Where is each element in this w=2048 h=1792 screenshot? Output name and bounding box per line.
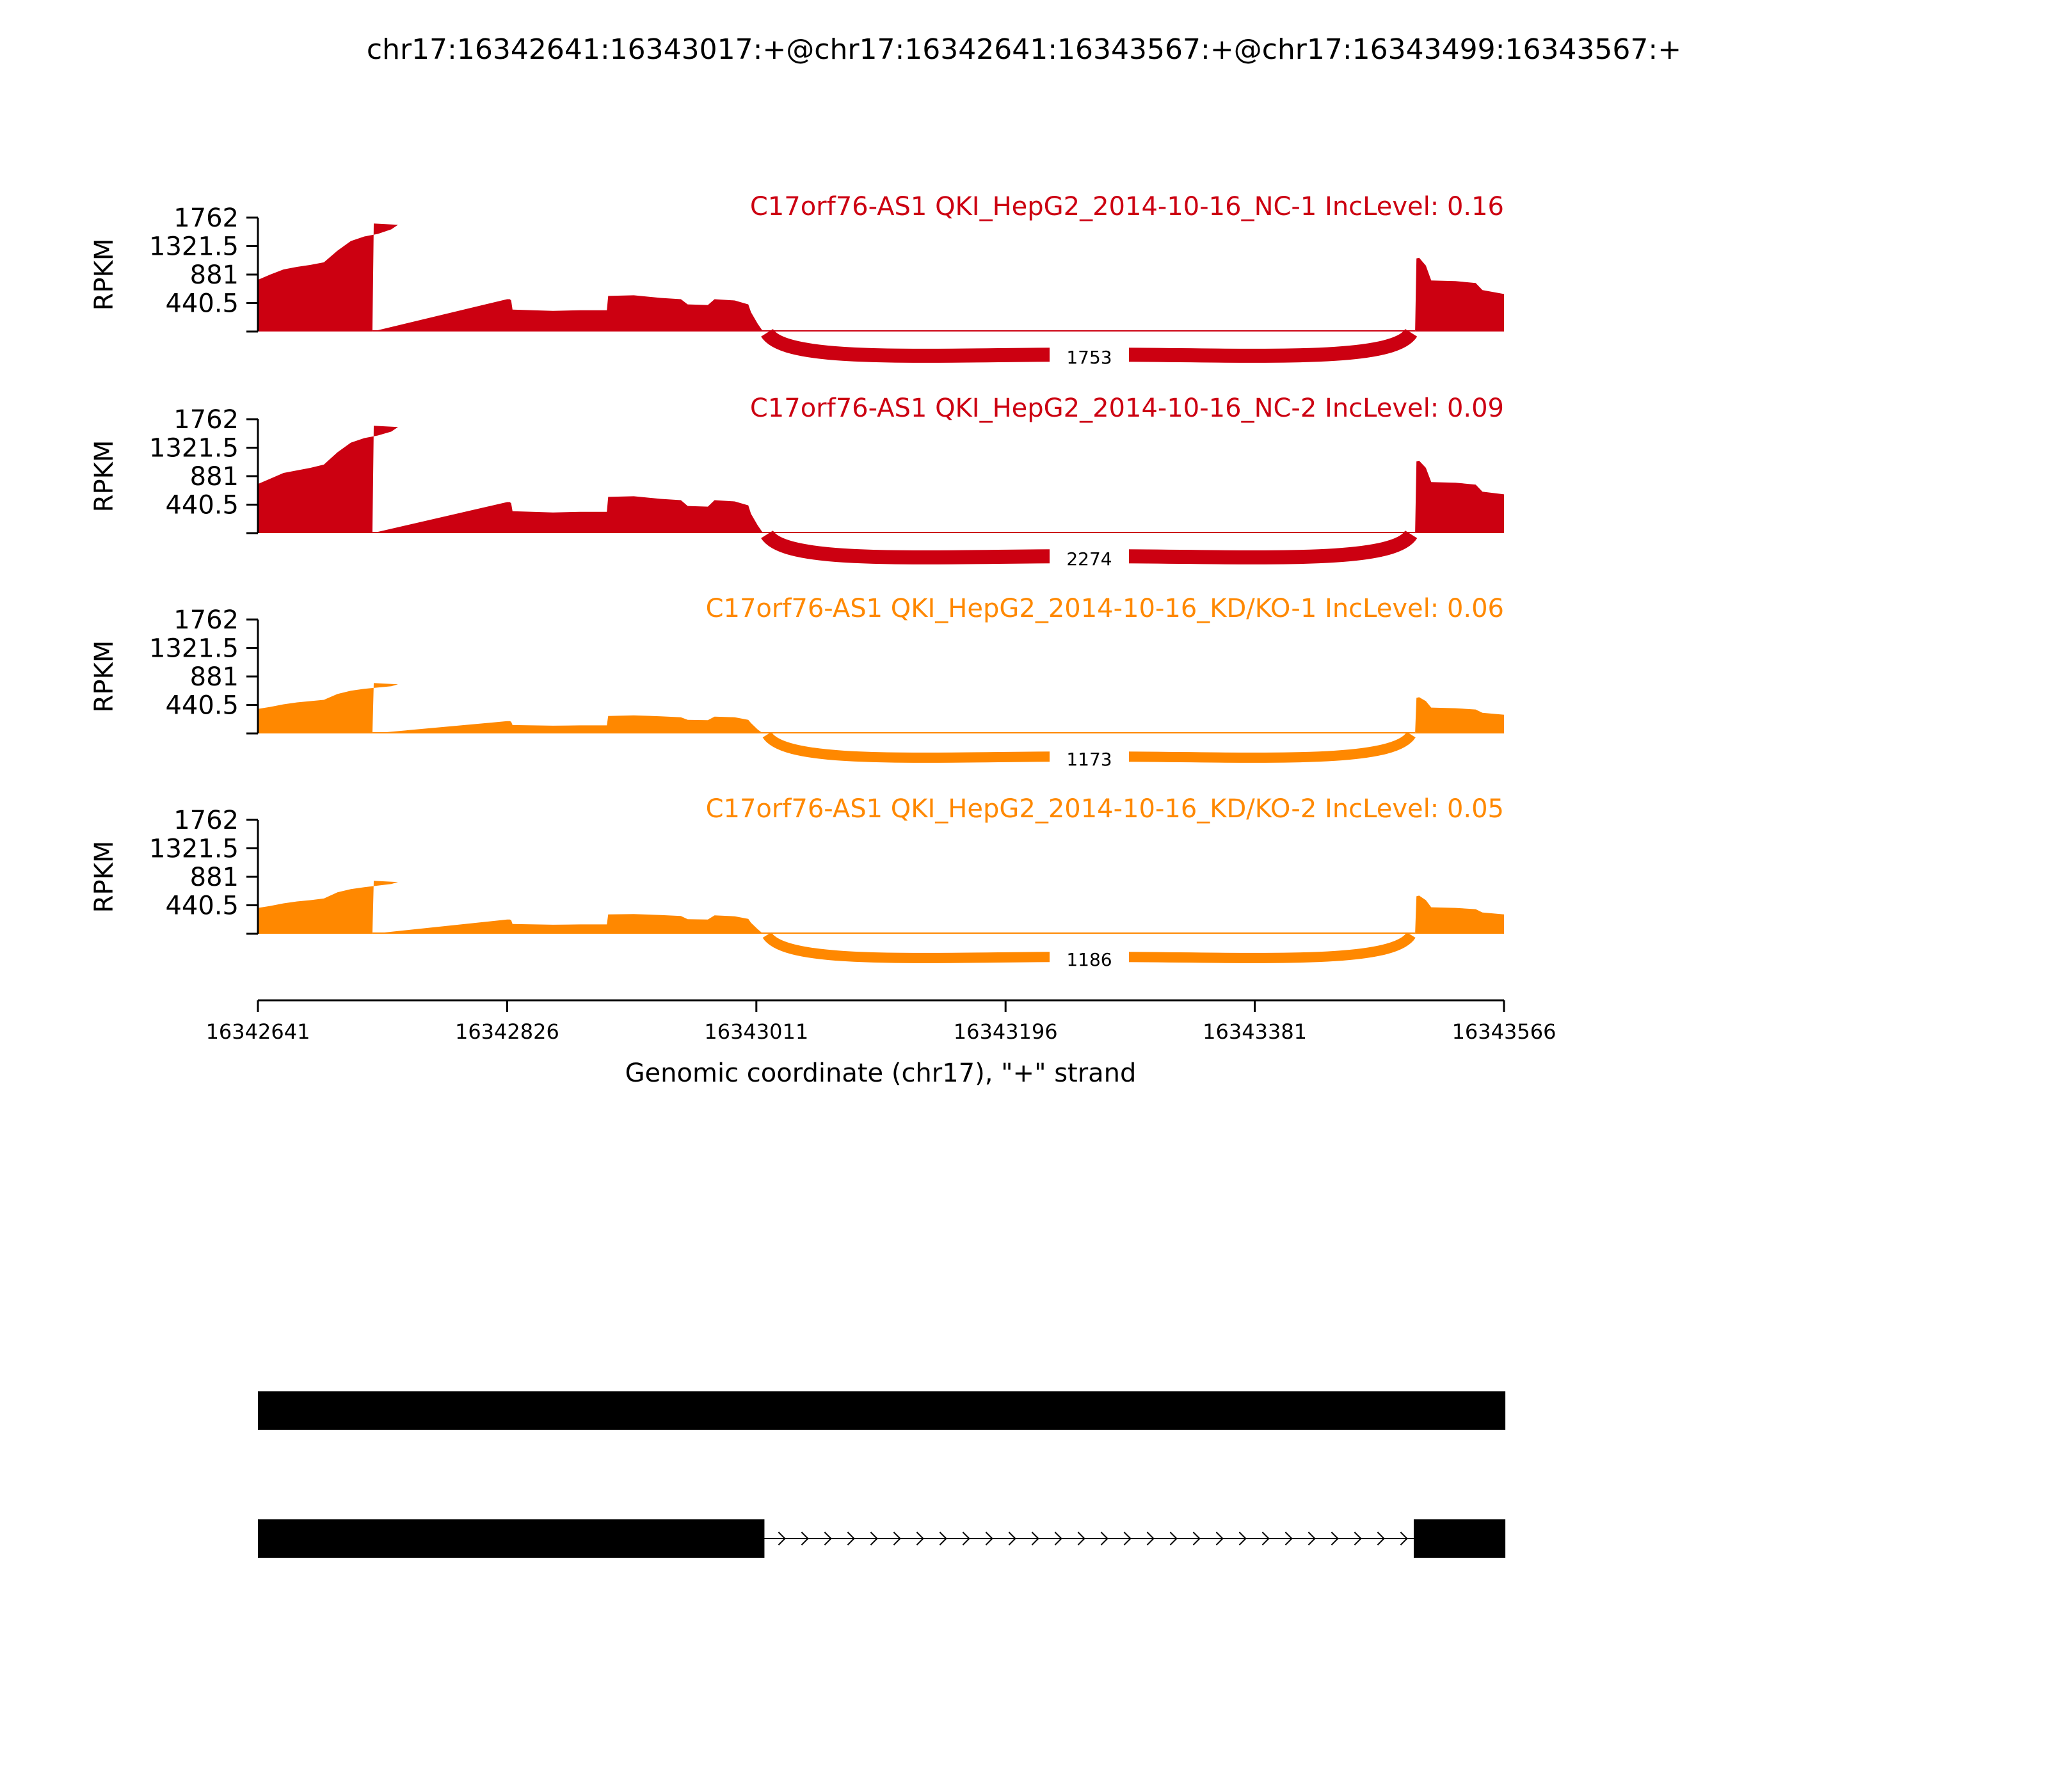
- isoform-2: [258, 1519, 1505, 1558]
- coverage-tracks: [90, 192, 1504, 971]
- y-axis-label: RPKM: [90, 640, 119, 713]
- y-tick-label: 1762: [173, 605, 239, 635]
- coverage-area: [258, 683, 1504, 733]
- y-tick-label: 440.5: [165, 691, 239, 721]
- isoform-1: [258, 1391, 1505, 1430]
- junction-count: 1186: [1066, 949, 1112, 970]
- coverage-area: [258, 426, 1504, 533]
- track-1: [90, 192, 1504, 369]
- sample-label: C17orf76-AS1 QKI_HepG2_2014-10-16_KD/KO-1 IncLevel: 0.06: [705, 594, 1504, 623]
- junction-count: 1753: [1066, 347, 1112, 368]
- y-tick-label: 881: [189, 462, 239, 492]
- x-tick-label: 16342826: [454, 1020, 559, 1044]
- y-tick-label: 440.5: [165, 891, 239, 921]
- plot-title: chr17:16342641:16343017:+@chr17:16342641:16343567:+@chr17:16343499:16343567:+: [366, 33, 1682, 66]
- sample-label: C17orf76-AS1 QKI_HepG2_2014-10-16_NC-1 IncLevel: 0.16: [749, 192, 1504, 221]
- y-axis-label: RPKM: [90, 440, 119, 513]
- y-axis-label: RPKM: [90, 238, 119, 311]
- exon-block: [258, 1519, 764, 1558]
- x-tick-label: 16343196: [953, 1020, 1058, 1044]
- y-tick-label: 1321.5: [149, 834, 239, 864]
- sample-label: C17orf76-AS1 QKI_HepG2_2014-10-16_KD/KO-2 IncLevel: 0.05: [705, 794, 1504, 824]
- x-axis: [206, 1000, 1556, 1044]
- y-tick-label: 440.5: [165, 490, 239, 520]
- track-2: [90, 394, 1504, 570]
- y-tick-label: 881: [189, 260, 239, 290]
- y-tick-label: 1762: [173, 806, 239, 835]
- y-tick-label: 881: [189, 863, 239, 892]
- sample-label: C17orf76-AS1 QKI_HepG2_2014-10-16_NC-2 IncLevel: 0.09: [749, 394, 1504, 423]
- y-axis-label: RPKM: [90, 840, 119, 913]
- track-4: [90, 794, 1504, 971]
- x-tick-label: 16342641: [205, 1020, 310, 1044]
- y-tick-label: 1321.5: [149, 433, 239, 463]
- exon-block: [1414, 1519, 1505, 1558]
- y-tick-label: 1762: [173, 405, 239, 435]
- y-tick-label: 1762: [173, 204, 239, 233]
- y-tick-label: 1321.5: [149, 232, 239, 262]
- junction-count: 2274: [1066, 548, 1112, 570]
- x-tick-label: 16343011: [704, 1020, 809, 1044]
- x-tick-label: 16343381: [1203, 1020, 1308, 1044]
- y-tick-label: 440.5: [165, 289, 239, 319]
- coverage-area: [258, 223, 1504, 332]
- x-axis-label: Genomic coordinate (chr17), "+" strand: [625, 1059, 1137, 1088]
- exon-block: [258, 1391, 1505, 1430]
- junction-count: 1173: [1066, 749, 1112, 770]
- track-3: [90, 594, 1504, 771]
- coverage-area: [258, 881, 1504, 934]
- isoform-structures: [258, 1391, 1505, 1558]
- y-tick-label: 881: [189, 662, 239, 692]
- x-tick-label: 16343566: [1452, 1020, 1556, 1044]
- y-tick-label: 1321.5: [149, 634, 239, 664]
